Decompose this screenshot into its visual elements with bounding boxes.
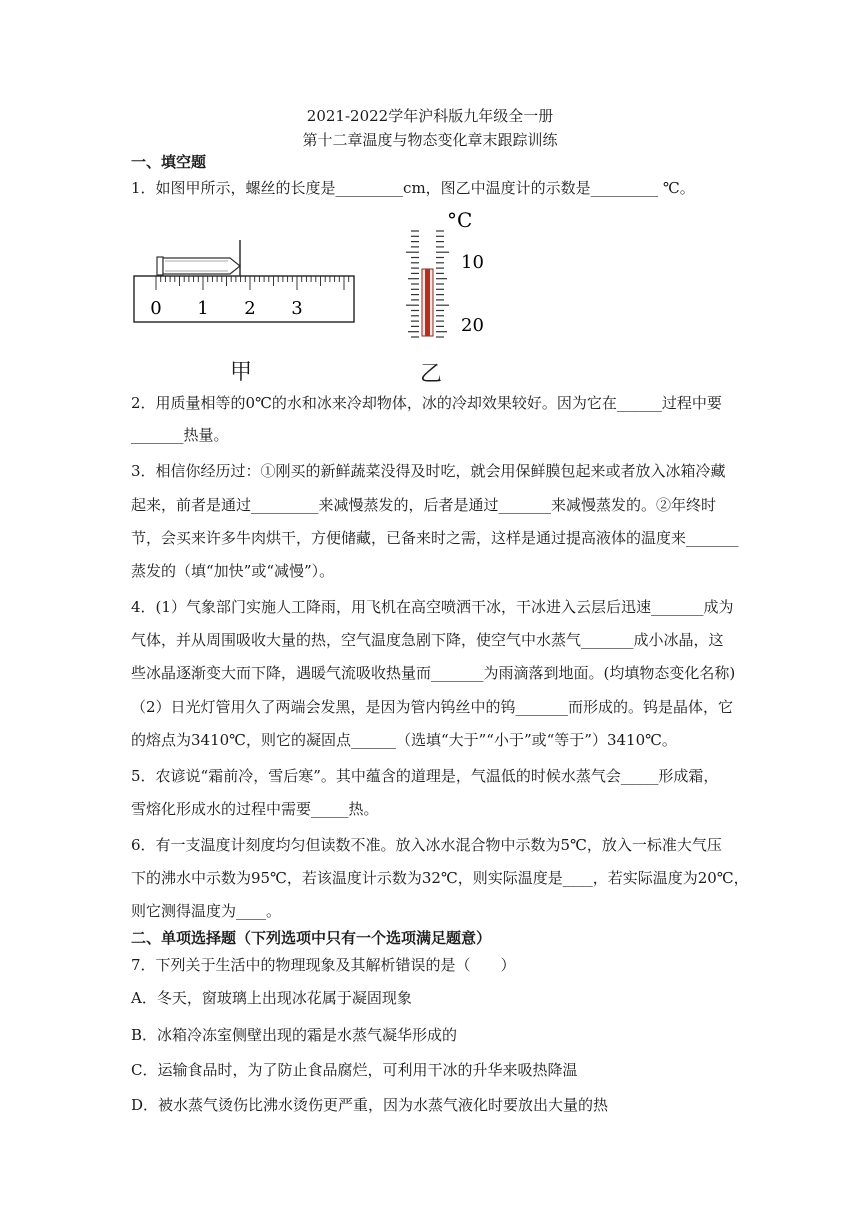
question-4-line-2: 气体，并从周围吸收大量的热，空气温度急剧下降，使空气中水蒸气_______成小冰晶，这	[131, 631, 724, 649]
ruler-label-2: 2	[244, 298, 256, 319]
thermometer-label-20: 20	[461, 315, 484, 336]
ruler-figure	[130, 230, 360, 325]
question-7: 7．下列关于生活中的物理现象及其解析错误的是（ ）	[131, 956, 516, 974]
question-4-line-1: 4．(1）气象部门实施人工降雨，用飞机在高空喷洒干冰，干冰进入云层后迅速_______成为	[131, 598, 734, 616]
question-1: 1．如图甲所示，螺丝的长度是_________cm，图乙中温度计的示数是_________ ℃。	[131, 179, 695, 197]
option-a: A．冬天，窗玻璃上出现冰花属于凝固现象	[131, 989, 412, 1007]
thermometer-liquid	[425, 269, 430, 336]
question-6-line-1: 6．有一支温度计刻度均匀但读数不准。放入冰水混合物中示数为5℃，放入一标准大气压	[131, 836, 722, 854]
question-4-line-3: 些冰晶逐渐变大而下降，遇暖气流吸收热量而_______为雨滴落到地面。(均填物态变化名称)	[131, 664, 736, 682]
question-5-line-1: 5．农谚说“霜前冷，雪后寒”。其中蕴含的道理是，气温低的时候水蒸气会_____形成霜，	[131, 767, 719, 785]
option-d: D．被水蒸气烫伤比沸水烫伤更严重，因为水蒸气液化时要放出大量的热	[131, 1096, 609, 1114]
ruler-label-1: 1	[197, 298, 209, 319]
figure-label-jia: 甲	[230, 360, 253, 385]
question-6-line-3: 则它测得温度为____。	[131, 902, 282, 920]
question-6-line-2: 下的沸水中示数为95℃，若该温度计示数为32℃，则实际温度是____，若实际温度为20℃，	[131, 869, 749, 887]
question-3-line-2: 起来，前者是通过_________来减慢蒸发的，后者是通过_______来减慢蒸发的。②年终时	[131, 496, 717, 514]
ruler-label-3: 3	[291, 298, 303, 319]
title-line-2: 第十二章温度与物态变化章末跟踪训练	[302, 131, 558, 149]
option-c: C．运输食品时，为了防止食品腐烂，可利用干冰的升华来吸热降温	[131, 1061, 578, 1079]
figure-label-yi: 乙	[420, 362, 443, 387]
title-line-1: 2021-2022学年沪科版九年级全一册	[306, 107, 554, 125]
section-heading-single-choice: 二、单项选择题（下列选项中只有一个选项满足题意）	[131, 929, 492, 947]
option-b: B．冰箱冷冻室侧壁出现的霜是水蒸气凝华形成的	[131, 1026, 458, 1044]
question-4-line-5: 的熔点为3410℃，则它的凝固点______（选填“大于”“小于”或“等于”）3410℃。	[131, 731, 677, 749]
question-4-line-4: （2）日光灯管用久了两端会发黑，是因为管内钨丝中的钨_______而形成的。钨是晶体，它	[131, 698, 734, 716]
question-3-line-1: 3．相信你经历过：①刚买的新鲜蔬菜没得及时吃，就会用保鲜膜包起来或者放入冰箱冷藏	[131, 462, 726, 480]
question-5-line-2: 雪熔化形成水的过程中需要_____热。	[131, 800, 379, 818]
screw-shape	[157, 240, 240, 276]
thermometer-label-10: 10	[461, 252, 484, 273]
question-2-line-1: 2．用质量相等的0℃的水和冰来冷却物体，冰的冷却效果较好。因为它在______过程中要	[131, 394, 722, 412]
question-2-line-2: _______热量。	[131, 426, 229, 444]
thermometer-figure	[395, 205, 495, 340]
thermometer-unit: °C	[447, 208, 473, 232]
ruler-label-0: 0	[150, 298, 162, 319]
question-3-line-3: 节，会买来许多牛肉烘干，方便储藏，已备来时之需，这样是通过提高液体的温度来_______	[131, 529, 739, 547]
question-3-line-4: 蒸发的（填“加快”或“减慢”）。	[131, 562, 335, 580]
section-heading-fill-in: 一、填空题	[131, 153, 207, 171]
